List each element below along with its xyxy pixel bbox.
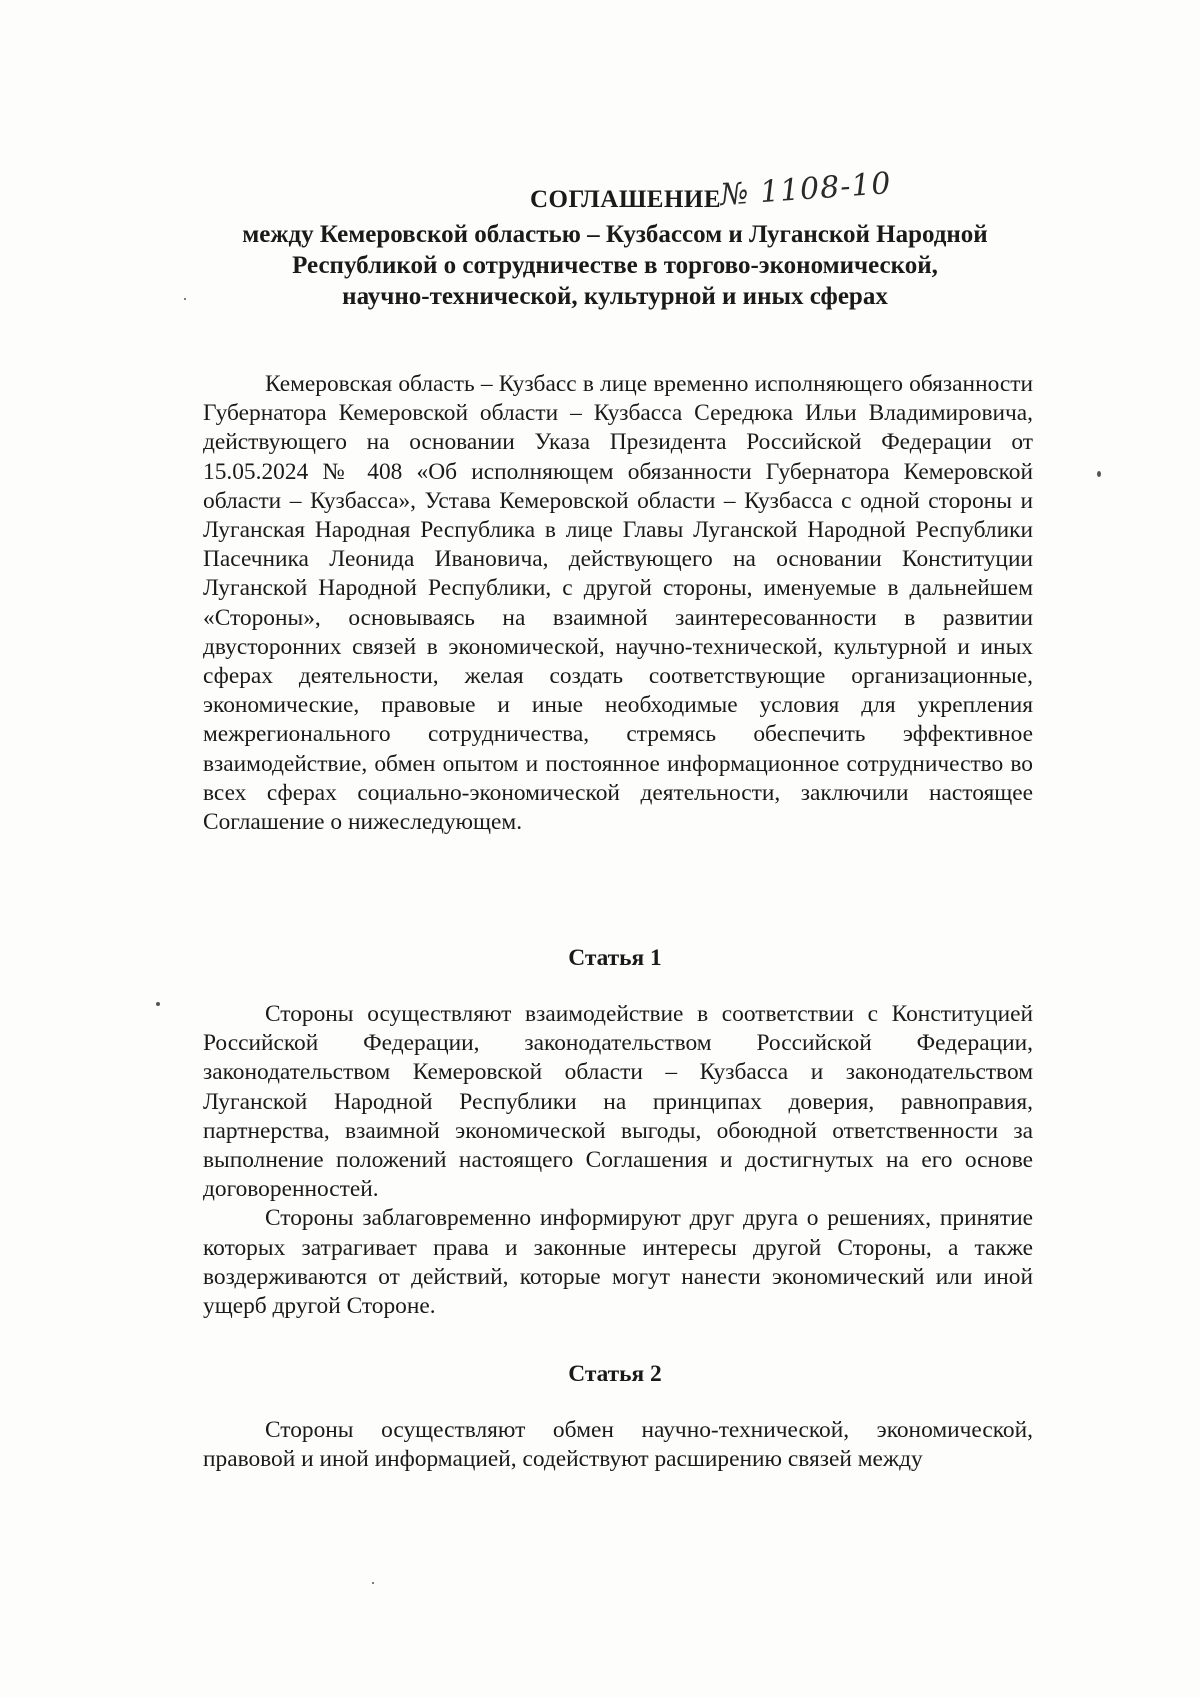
preamble: [203, 370, 1033, 837]
scan-speck: [372, 1582, 374, 1584]
preamble-paragraph: Кемеровская область – Кузбасс в лице временно исполняющего обязанности Губернатора Кемеровской области – Кузбасса Середюка Ильи Владимировича, действующего на основании Указа Президента Российской Федерации от 15.05.2024 № 408 «Об исполняющем обязанности Губернатора Кемеровской области – Кузбасса», Устава Кемеровской области – Кузбасса с одной стороны и Луганская Народная Республика в лице Главы Луганской Народной Республики Пасечника Леонида Ивановича, действующего на основании Конституции Луганской Народной Республики, с другой стороны, именуемые в дальнейшем «Стороны», основываясь на взаимной заинтересованности в развитии двусторонних связей в экономической, научно-технической, культурной и иных сферах деятельности, желая создать соответствующие организационные, экономические, правовые и иные необходимые условия для укрепления межрегионального сотрудничества, стремясь обеспечить эффективное взаимодействие, обмен опытом и постоянное информационное сотрудничество во всех сферах социально-экономической деятельности, заключили настоящее Соглашение о нижеследующем.: [203, 371, 1033, 836]
subtitle-line: научно-технической, культурной и иных сферах: [342, 283, 888, 310]
title-line: [200, 166, 1030, 216]
scan-speck: [184, 298, 186, 300]
document-subtitle: [200, 219, 1030, 312]
article-1-heading: Статья 1: [568, 945, 662, 971]
article-2-heading: Статья 2: [568, 1361, 662, 1387]
scan-speck: [156, 1002, 160, 1006]
article-paragraph: Стороны заблаговременно информируют друг друга о решениях, принятие которых затрагивает права и законные интересы другой Стороны, а также воздерживаются от действий, которые могут нанести экономический или иной ущерб другой Стороне.: [203, 1205, 1033, 1320]
document-title: СОГЛАШЕНИЕ: [530, 186, 722, 213]
subtitle-line: между Кемеровской областью – Кузбассом и Луганской Народной: [242, 221, 988, 248]
handwritten-registration-number: № 1108-10: [718, 166, 893, 213]
document-header: [200, 166, 1030, 312]
article-1-body: [203, 1000, 1033, 1321]
article-paragraph: Стороны осуществляют обмен научно-технической, экономической, правовой и иной информацией, содействуют расширению связей между: [203, 1417, 1033, 1473]
scan-speck: [1097, 471, 1101, 477]
subtitle-line: Республикой о сотрудничестве в торгово-экономической,: [292, 252, 938, 279]
article-2-body: [203, 1416, 1033, 1474]
article-paragraph: Стороны осуществляют взаимодействие в соответствии с Конституцией Российской Федерации, законодательством Российской Федерации, законодательством Кемеровской области – Кузбасса и законодательством Луганской Народной Республики на принципах доверия, равноправия, партнерства, взаимной экономической выгоды, обоюдной ответственности за выполнение положений настоящего Соглашения и достигнутых на его основе договоренностей.: [203, 1001, 1033, 1203]
